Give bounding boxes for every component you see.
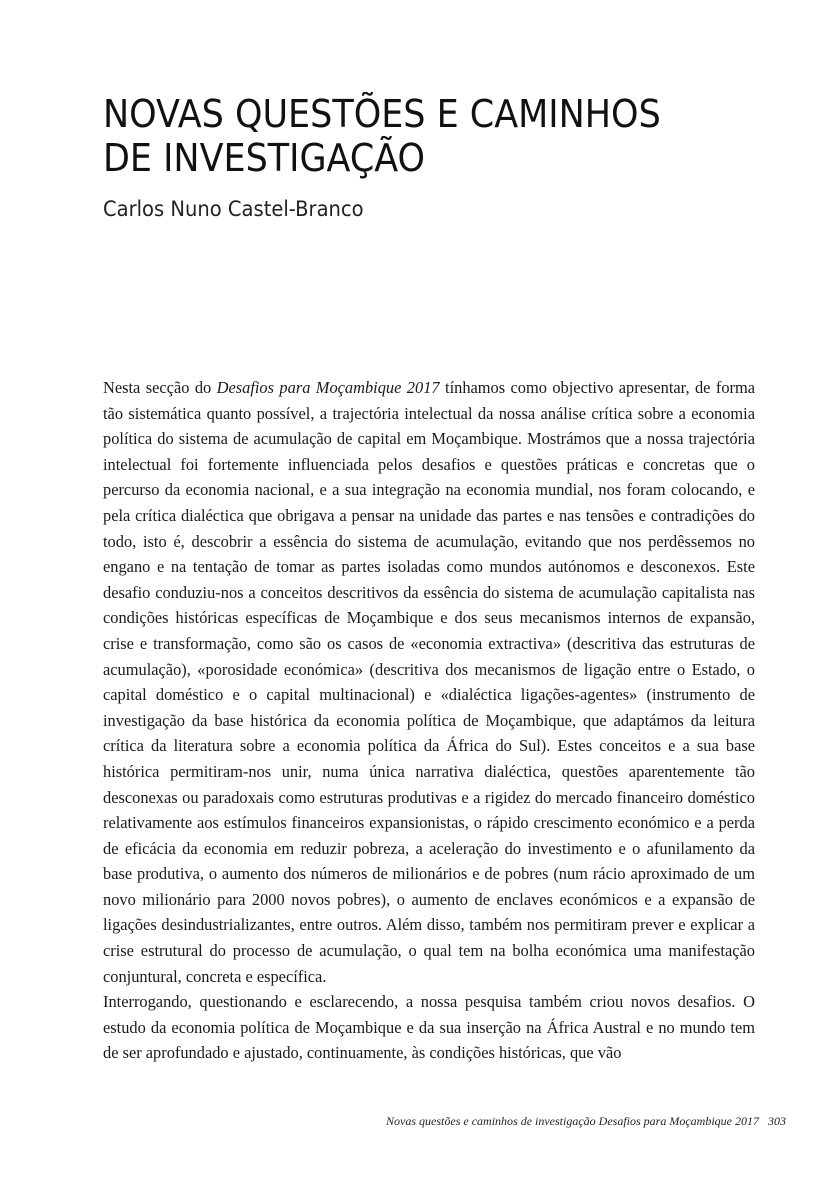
page-footer: [386, 1113, 786, 1129]
book-title-reference: Desafios para Moçambique 2017: [216, 378, 440, 397]
running-title: Novas questões e caminhos de investigação: [386, 1114, 596, 1128]
body-text: [103, 375, 755, 1066]
footer-book-title: Desafios para Moçambique 2017: [598, 1114, 759, 1128]
author-name: Carlos Nuno Castel-Branco: [103, 197, 364, 221]
chapter-title-line-2: DE INVESTIGAÇÃO: [103, 136, 426, 180]
chapter-title: [103, 92, 743, 180]
paragraph-2: Interrogando, questionando e esclarecendo, a nossa pesquisa também criou novos desafios. O estudo da economia política de Moçambique e da sua inserção na África Austral e no mundo tem de ser aprofundado e ajustado, continuamente, às condições históricas, que vão: [103, 992, 755, 1063]
chapter-title-line-1: NOVAS QUESTÕES E CAMINHOS: [103, 92, 661, 136]
paragraph-1-lead: Nesta secção do: [103, 378, 217, 397]
paragraph-1-rest: tínhamos como objectivo apresentar, de forma tão sistemática quanto possível, a trajectória intelectual da nossa análise crítica sobre a economia política do sistema de acumulação de capital em Moçambique. Mostrámos que a nossa trajectória intelectual foi fortemente influenciada pelos desafios e questões práticas e concretas que o percurso da economia nacional, e a sua integração na economia mundial, nos foram colocando, e pela crítica dialéctica que obrigava a pensar na unidade das partes e nas tensões e contradições do todo, isto é, descobrir a essência do sistema de acumulação, evitando que nos perdêssemos no engano e na tentação de tomar as partes isoladas como mundos autónomos e desconexos. Este desafio conduziu-nos a conceitos descritivos da essência do sistema de acumulação capitalista nas condições históricas específicas de Moçambique e dos seus mecanismos internos de expansão, crise e transformação, como são os casos de «economia extractiva» (descritiva das estruturas de acumulação), «porosidade económica» (descritiva dos mecanismos de ligação entre o Estado, o capital doméstico e o capital multinacional) e «dialéctica ligações-agentes» (instrumento de investigação da base histórica da economia política de Moçambique, que adaptámos da leitura crítica da literatura sobre a economia política da África do Sul). Estes conceitos e a sua base histórica permitiram-nos unir, numa única narrativa dialéctica, questões aparentemente tão desconexas ou paradoxais como estruturas produtivas e a rigidez do mercado financeiro doméstico relativamente aos estímulos financeiros expansionistas, o rápido crescimento económico e a perda de eficácia da economia em reduzir pobreza, a aceleração do investimento e o afunilamento da base produtiva, o aumento dos números de milionários e de pobres (num rácio aproximado de um novo milionário para 2000 novos pobres), o aumento de enclaves económicos e a expansão de ligações desindustrializantes, entre outros. Além disso, também nos permitiram prever e explicar a crise estrutural do processo de acumulação, o qual tem na bolha económica uma manifestação conjuntural, concreta e específica.: [103, 378, 755, 986]
paragraph-1: [103, 375, 755, 989]
page-number: 303: [768, 1114, 786, 1128]
